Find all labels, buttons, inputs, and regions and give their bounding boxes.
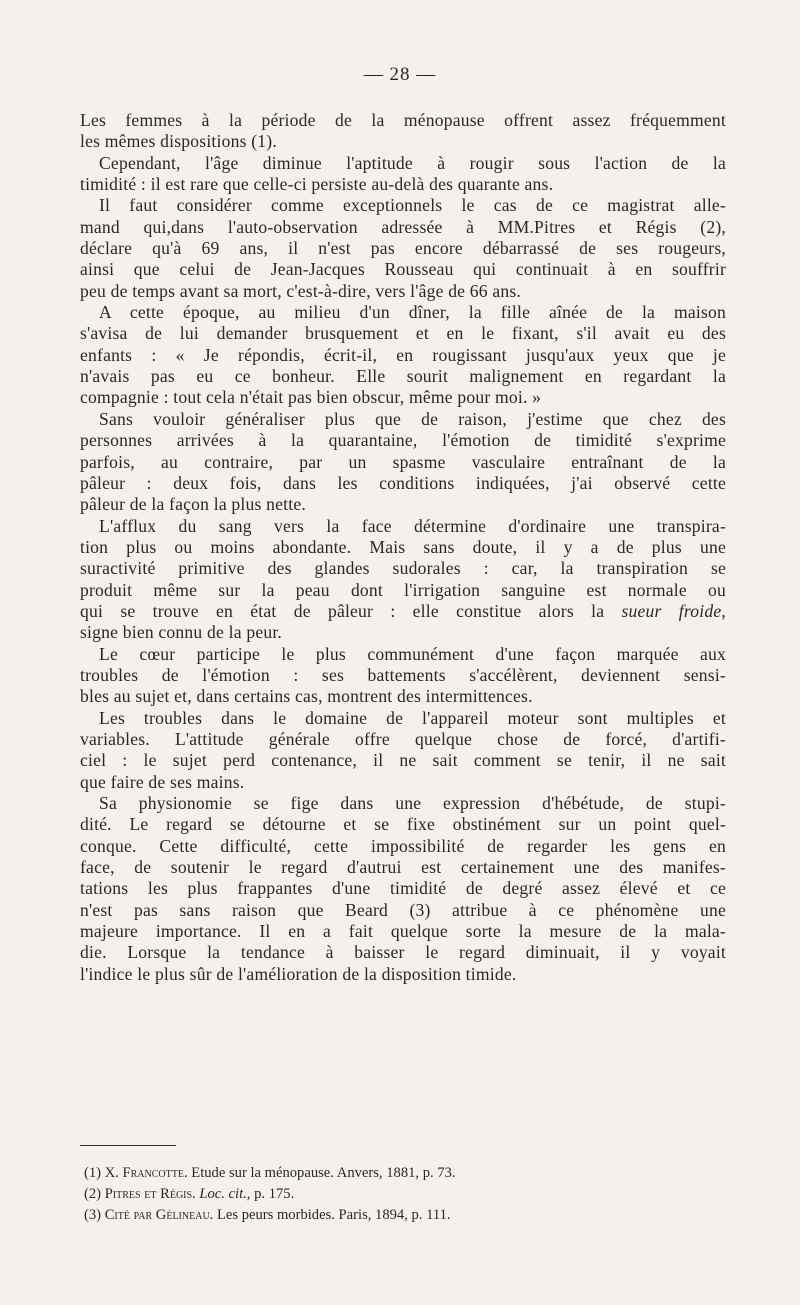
text-line: face, de soutenir le regard d'autrui est certainement une des manifes-	[80, 857, 726, 878]
footnote-author: Cité par Gélineau.	[104, 1207, 214, 1223]
text-line: personnes arrivées à la quarantaine, l'émotion de timidité s'exprime	[80, 430, 726, 451]
footnote	[84, 1184, 644, 1205]
text-line: die. Lorsque la tendance à baisser le regard diminuait, il y voyait	[80, 942, 726, 963]
text-line: dité. Le regard se détourne et se fixe obstinément sur un point quel-	[80, 814, 726, 835]
text-line: s'avisa de lui demander brusquement et en le fixant, s'il avait eu des	[80, 323, 726, 344]
footnote-author: Pitres et Régis.	[104, 1186, 196, 1202]
footnote-text: Etude sur la ménopause. Anvers, 1881, p. 73.	[191, 1165, 456, 1181]
text-line: pâleur de la façon la plus nette.	[80, 494, 306, 515]
text-line: déclare qu'à 69 ans, il n'est pas encore débarrassé de ses rougeurs,	[80, 238, 726, 259]
body-text	[80, 110, 726, 985]
text-line: qui se trouve en état de pâleur : elle constitue alors la sueur froide,	[80, 600, 726, 621]
text-line: variables. L'attitude générale offre quelque chose de forcé, d'artifi-	[80, 728, 726, 749]
text-line: parfois, au contraire, par un spasme vasculaire entraînant de la	[80, 451, 726, 472]
text-line: troubles de l'émotion : ses battements s'accélèrent, deviennent sensi-	[80, 664, 726, 685]
text-line: tion plus ou moins abondante. Mais sans doute, il y a de plus une	[80, 536, 726, 557]
text-line: Il faut considérer comme exceptionnels le cas de ce magistrat alle-	[99, 195, 726, 216]
footnote-marker: (1)	[84, 1165, 102, 1181]
page-number: — 28 —	[363, 64, 437, 85]
footnote-divider	[80, 1145, 176, 1146]
footnote-author: X. Francotte.	[104, 1165, 188, 1181]
text-line: enfants : « Je répondis, écrit-il, en rougissant jusqu'aux yeux que je	[80, 344, 726, 365]
text-line: compagnie : tout cela n'était pas bien obscur, même pour moi. »	[80, 387, 542, 408]
text-line: ciel : le sujet perd contenance, il ne sait comment se tenir, il ne sait	[80, 750, 726, 771]
footnote	[84, 1163, 644, 1184]
text-line: Les troubles dans le domaine de l'appareil moteur sont multiples et	[99, 707, 726, 728]
text-line: L'afflux du sang vers la face détermine d'ordinaire une transpira-	[99, 515, 726, 536]
text-line: les mêmes dispositions (1).	[80, 131, 277, 152]
footnote-marker: (3)	[84, 1207, 102, 1223]
footnote-tail: , p. 175.	[246, 1186, 295, 1202]
footnote-text: Les peurs morbides. Paris, 1894, p. 111.	[216, 1207, 451, 1223]
text-line: Sa physionomie se fige dans une expression d'hébétude, de stupi-	[99, 793, 726, 813]
text-line: tations les plus frappantes d'une timidité de degré assez élevé et ce	[80, 878, 726, 899]
emphasis: sueur froide	[621, 600, 722, 621]
text-line: majeure importance. Il en a fait quelque sorte la mesure de la mala-	[80, 921, 726, 942]
text-line: Les femmes à la période de la ménopause offrent assez fréquemment	[80, 110, 726, 130]
footnote	[84, 1205, 644, 1226]
text-line: peu de temps avant sa mort, c'est-à-dire, vers l'âge de 66 ans.	[80, 280, 522, 301]
text-line: l'indice le plus sûr de l'amélioration de la disposition timide.	[80, 963, 517, 984]
text-line: ainsi que celui de Jean-Jacques Rousseau qui continuait à en souffrir	[80, 259, 726, 280]
text-line: que faire de ses mains.	[80, 771, 245, 792]
text-line: Le cœur participe le plus communément d'une façon marquée aux	[99, 643, 726, 664]
text-line: bles au sujet et, dans certains cas, montrent des intermittences.	[80, 686, 533, 707]
text-line: produit même sur la peau dont l'irrigation sanguine est normale ou	[80, 579, 726, 600]
text-line: conque. Cette difficulté, cette impossibilité de regarder les gens en	[80, 835, 726, 856]
footnote-marker: (2)	[84, 1186, 102, 1202]
text-line: mand qui,dans l'auto-observation adressée à MM.Pitres et Régis (2),	[80, 216, 726, 237]
text-line: signe bien connu de la peur.	[80, 622, 283, 643]
text-line: suractivité primitive des glandes sudorales : car, la transpiration se	[80, 558, 726, 579]
text-line: timidité : il est rare que celle-ci persiste au-delà des quarante ans.	[80, 174, 554, 195]
footnotes	[84, 1163, 644, 1226]
text-line: n'avais pas eu ce bonheur. Elle sourit malignement en regardant la	[80, 366, 726, 387]
text-line: A cette époque, au milieu d'un dîner, la fille aînée de la maison	[99, 302, 726, 323]
footnote-italic: Loc. cit.	[199, 1186, 247, 1202]
text-line: Cependant, l'âge diminue l'aptitude à rougir sous l'action de la	[99, 152, 726, 173]
text-line: pâleur : deux fois, dans les conditions indiquées, j'ai observé cette	[80, 472, 726, 493]
text-line: Sans vouloir généraliser plus que de raison, j'estime que chez des	[99, 408, 726, 429]
text-line: n'est pas sans raison que Beard (3) attribue à ce phénomène une	[80, 899, 726, 920]
